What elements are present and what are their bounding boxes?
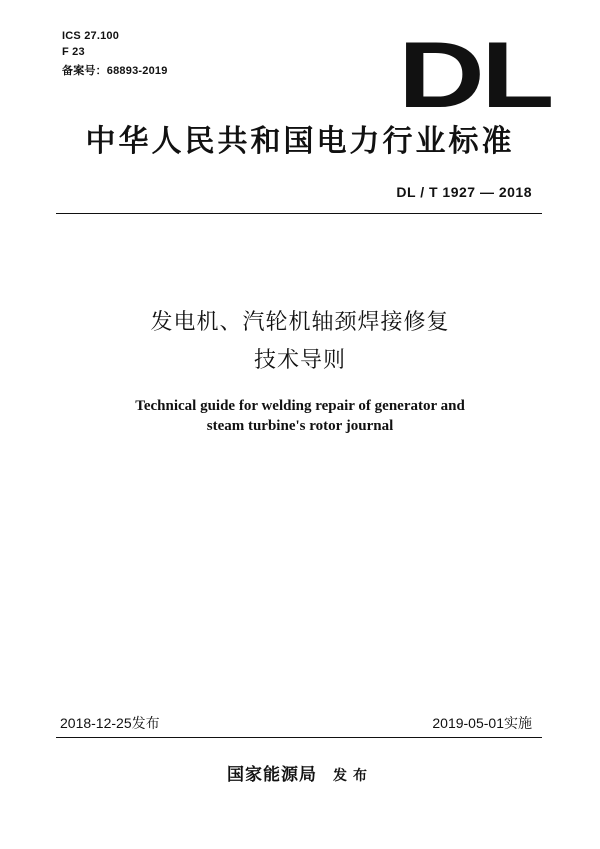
dl-logo: DL [398,22,551,127]
publish-action: 发布 [333,768,373,784]
standard-number: DL / T 1927 — 2018 [396,184,532,200]
bottom-divider [56,737,542,738]
standard-category-title: 中华人民共和国电力行业标准 [85,124,515,159]
chinese-title-line-2: 技术导则 [253,348,346,373]
top-divider [56,213,542,214]
english-title-line-2: steam turbine's rotor journal [206,418,394,434]
chinese-title-line-1: 发电机、汽轮机轴颈焊接修复 [150,310,450,335]
implementation-date: 2019-05-01实施 [432,715,532,731]
ics-code: ICS 27.100 [62,30,120,42]
issue-date: 2018-12-25发布 [60,715,160,731]
publisher-name: 国家能源局 [227,765,317,785]
filing-number: 备案号：68893-2019 [62,65,168,77]
ccs-code: F 23 [62,46,85,58]
english-title-line-1: Technical guide for welding repair of generator and [135,398,465,414]
publisher-line [0,760,600,785]
